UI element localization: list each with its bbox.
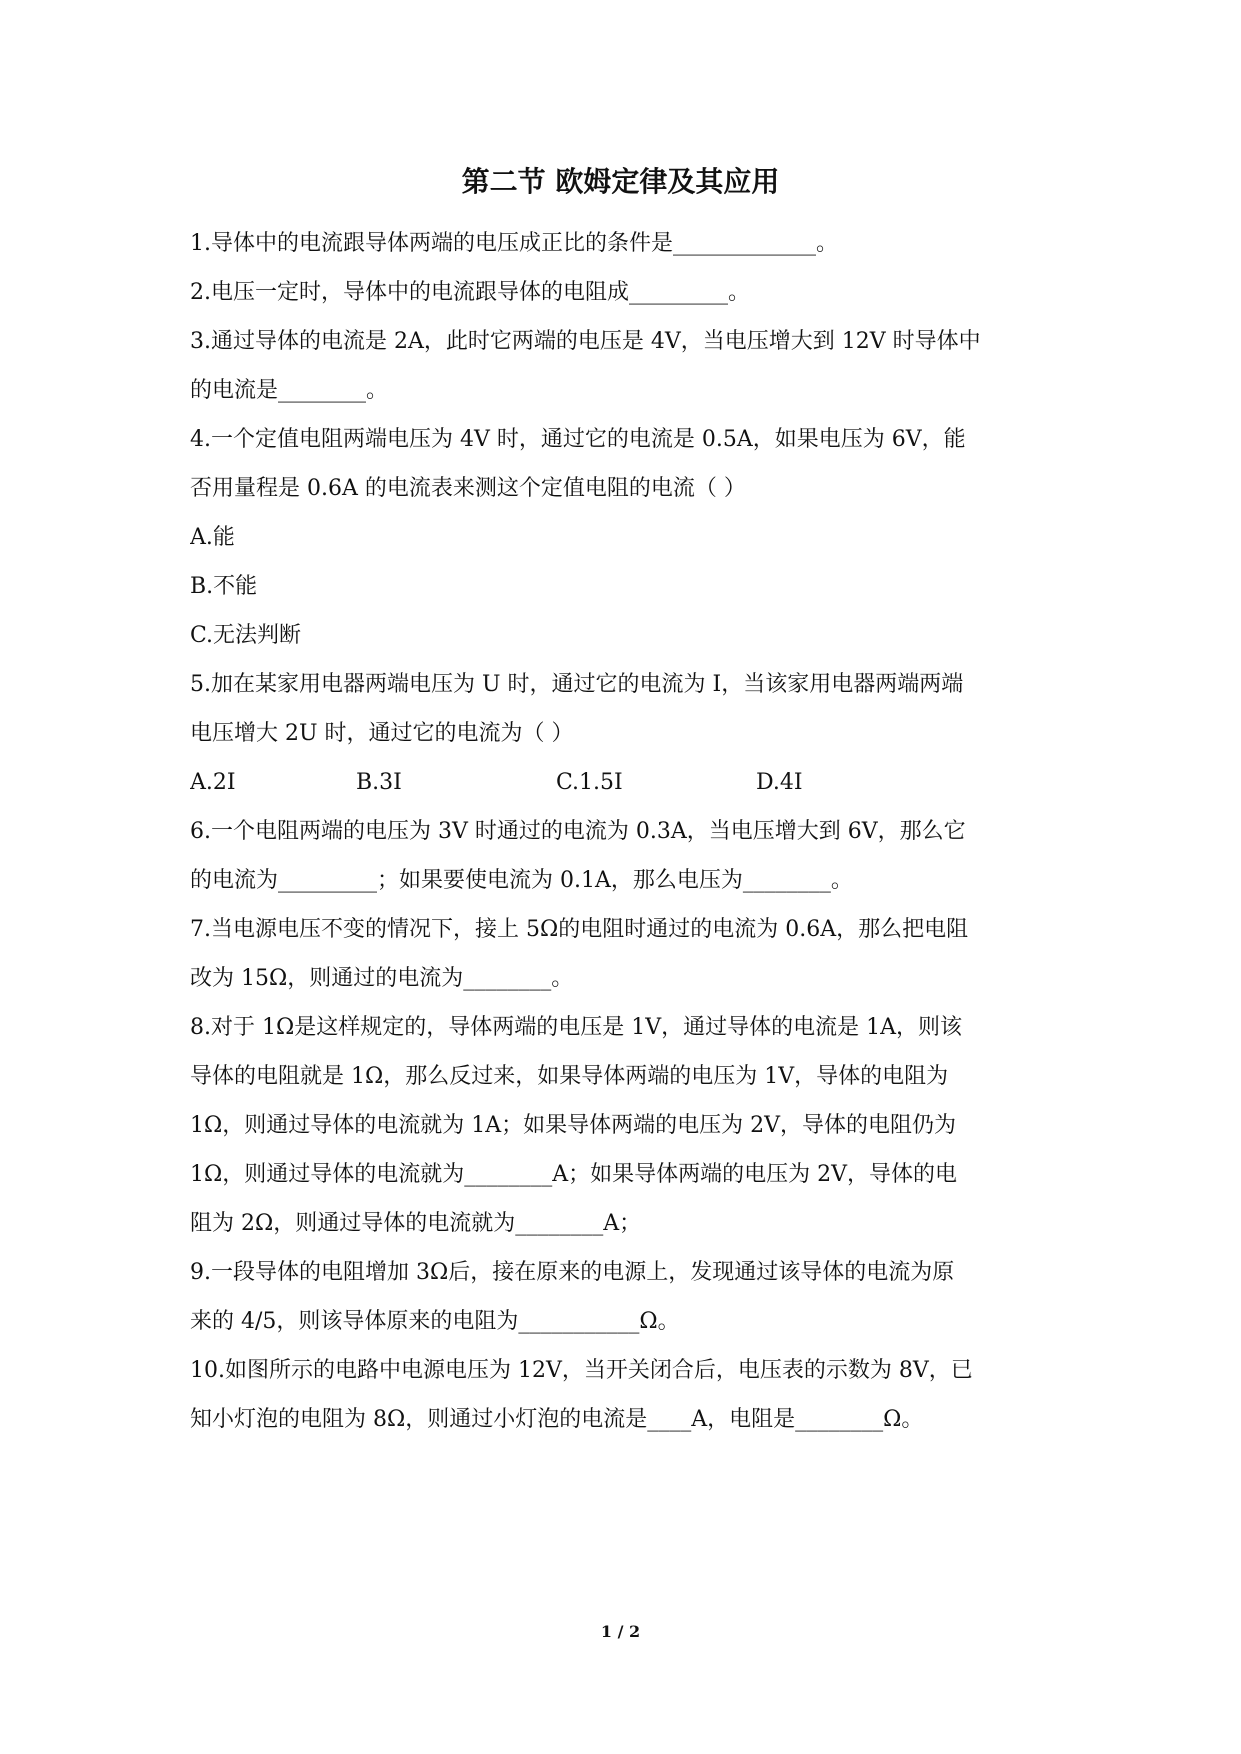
option-line: A.能 <box>190 525 235 550</box>
text-line: 的电流是________。 <box>190 378 389 403</box>
text-line: 来的 4/5，则该导体原来的电阻为___________Ω。 <box>190 1309 680 1334</box>
text-line: 知小灯泡的电阻为 8Ω，则通过小灯泡的电流是____A，电阻是________Ω。 <box>190 1407 924 1432</box>
text-line: 1.导体中的电流跟导体两端的电压成正比的条件是_____________。 <box>190 231 838 256</box>
text-line: 8.对于 1Ω是这样规定的，导体两端的电压是 1V，通过导体的电流是 1A，则该 <box>190 1015 962 1040</box>
text-line: 4.一个定值电阻两端电压为 4V 时，通过它的电流是 0.5A，如果电压为 6V，能 <box>190 427 966 452</box>
q5-option-b: B.3I <box>356 770 402 795</box>
text-line: 否用量程是 0.6A 的电流表来测这个定值电阻的电流（ ） <box>190 476 746 501</box>
page-number: 1 / 2 <box>600 1622 641 1641</box>
text-line: 2.电压一定时，导体中的电流跟导体的电阻成_________。 <box>190 280 750 305</box>
text-line: 10.如图所示的电路中电源电压为 12V，当开关闭合后，电压表的示数为 8V，已 <box>190 1358 973 1383</box>
text-line: 6.一个电阻两端的电压为 3V 时通过的电流为 0.3A，当电压增大到 6V，那么它 <box>190 819 966 844</box>
text-line: 阻为 2Ω，则通过导体的电流就为________A； <box>190 1211 642 1236</box>
text-line: 3.通过导体的电流是 2A，此时它两端的电压是 4V，当电压增大到 12V 时导体中 <box>190 329 981 354</box>
text-line: 的电流为_________；如果要使电流为 0.1A，那么电压为________。 <box>190 868 853 893</box>
text-line: 9.一段导体的电阻增加 3Ω后，接在原来的电源上，发现通过该导体的电流为原 <box>190 1260 955 1285</box>
text-line: 7.当电源电压不变的情况下，接上 5Ω的电阻时通过的电流为 0.6A，那么把电阻 <box>190 917 969 942</box>
q5-options-row <box>190 761 1060 810</box>
text-line: 电压增大 2U 时，通过它的电流为（ ） <box>190 721 574 746</box>
page-title: 第二节 欧姆定律及其应用 <box>461 165 780 198</box>
option-line: C.无法判断 <box>190 623 302 648</box>
text-line: 改为 15Ω，则通过的电流为________。 <box>190 966 574 991</box>
option-line: B.不能 <box>190 574 258 599</box>
text-line: 1Ω，则通过导体的电流就为________A；如果导体两端的电压为 2V，导体的电 <box>190 1162 958 1187</box>
text-line: 导体的电阻就是 1Ω，那么反过来，如果导体两端的电压为 1V，导体的电阻为 <box>190 1064 949 1089</box>
q5-option-a: A.2I <box>190 770 236 795</box>
q5-option-c: C.1.5I <box>556 770 623 795</box>
text-line: 1Ω，则通过导体的电流就为 1A；如果导体两端的电压为 2V，导体的电阻仍为 <box>190 1113 956 1138</box>
question-list <box>190 222 1060 1447</box>
q5-option-d: D.4I <box>756 770 803 795</box>
text-line: 5.加在某家用电器两端电压为 U 时，通过它的电流为 I，当该家用电器两端两端 <box>190 672 964 697</box>
